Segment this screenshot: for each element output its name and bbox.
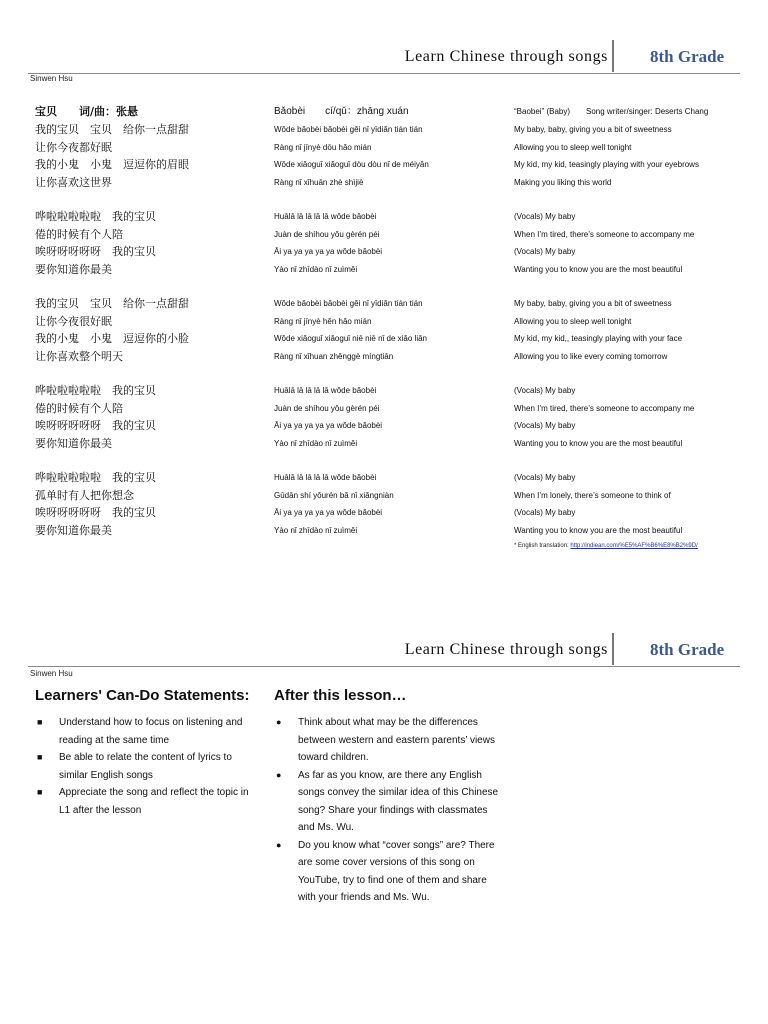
list-item	[35, 749, 260, 784]
list-item-text: Do you know what “cover songs” are? There are some cover versions of this song on YouTube, try to find one of them and share with your friends and Ms. Wu.	[298, 839, 495, 903]
square-bullet-icon: ■	[37, 752, 43, 762]
song-title-pinyin: Bǎobèi cí/qǔ：zhāng xuán	[274, 106, 409, 117]
lyric-line	[0, 487, 768, 505]
author-name: Sinwen Hsu	[30, 669, 73, 678]
lyric-line	[0, 400, 768, 418]
lyric-pinyin: Gūdān shí yǒurén bǎ nǐ xiǎngniàn	[274, 490, 394, 500]
lyric-line	[0, 435, 768, 453]
lyric-pinyin: Wǒde xiǎoguǐ xiǎoguǐ niē niē nǐ de xiǎo liǎn	[274, 334, 427, 343]
lyric-english: Wanting you to know you are the most beautiful	[514, 264, 683, 274]
list-item-text: Appreciate the song and reflect the topic in L1 after the lesson	[59, 787, 249, 816]
list-item	[274, 767, 500, 837]
lyric-chinese: 让你今夜都好眠	[35, 140, 112, 154]
lyric-english: Allowing you to like every coming tomorrow	[514, 351, 668, 361]
lyric-pinyin: Juàn de shíhou yǒu gèrén péi	[274, 229, 380, 239]
after-lesson-list	[274, 714, 500, 907]
lyric-chinese: 我的宝贝 宝贝 给你一点甜甜	[35, 123, 189, 136]
lyric-english: When I’m tired, there’s someone to accompany me	[514, 229, 695, 239]
header-rule	[28, 666, 740, 667]
lyric-pinyin: Ràng nǐ jīnyè hěn hǎo mián	[274, 316, 372, 326]
lyric-line	[0, 330, 768, 348]
translation-link[interactable]: http://indiean.com/%E5%AF%B6%E8%B2%9D/	[570, 543, 698, 549]
dot-bullet-icon: ●	[276, 769, 282, 780]
lyric-line	[0, 382, 768, 400]
list-item	[35, 784, 260, 819]
lyric-line	[0, 121, 768, 139]
lyric-chinese: 让你今夜很好眠	[35, 314, 112, 328]
lyric-english: (Vocals) My baby	[514, 421, 576, 430]
lyric-pinyin: Wǒde bǎobèi bǎobèi gěi nǐ yīdiǎn tián tián	[274, 299, 423, 308]
lyric-line	[0, 417, 768, 435]
lyric-english: My baby, baby, giving you a bit of sweetness	[514, 299, 672, 308]
lyric-line	[0, 226, 768, 244]
author-name: Sinwen Hsu	[30, 74, 73, 83]
lyric-chinese: 我的小鬼 小鬼 逗逗你的眉眼	[35, 158, 189, 171]
lyric-line	[0, 261, 768, 279]
header-title: Learn Chinese through songs	[404, 48, 608, 65]
lyric-chinese: 哗啦啦啦啦啦 我的宝贝	[35, 384, 156, 397]
list-item-text: Understand how to focus on listening and reading at the same time	[59, 717, 243, 746]
dot-bullet-icon: ●	[276, 839, 282, 850]
lyric-chinese: 我的宝贝 宝贝 给你一点甜甜	[35, 297, 189, 310]
lyric-pinyin: Ràng nǐ xǐhuān zhè shìjiè	[274, 177, 364, 187]
lyric-chinese: 我的小鬼 小鬼 逗逗你的小脸	[35, 332, 189, 345]
lyric-pinyin: Wǒde xiǎoguǐ xiǎoguǐ dòu dòu nǐ de méiyǎn	[274, 160, 429, 169]
translation-footnote	[514, 543, 698, 549]
square-bullet-icon: ■	[37, 717, 43, 727]
lyric-pinyin: Āi ya ya ya ya ya wǒde bǎobèi	[274, 247, 383, 256]
lyric-chinese: 倦的时候有个人陪	[35, 227, 123, 241]
lyric-english: When I’m tired, there’s someone to accompany me	[514, 403, 695, 413]
lyric-chinese: 让你喜欢整个明天	[35, 349, 123, 363]
list-item-text: Think about what may be the differences between western and eastern parents’ views toward children.	[298, 717, 495, 763]
lyric-english: Wanting you to know you are the most beautiful	[514, 525, 683, 535]
list-item	[274, 837, 500, 907]
dot-bullet-icon: ●	[276, 717, 282, 727]
after-lesson-heading: After this lesson…	[274, 687, 407, 704]
lyric-line	[0, 348, 768, 366]
lyric-pinyin: Yào nǐ zhīdào nǐ zuìměi	[274, 438, 358, 448]
lyric-english: (Vocals) My baby	[514, 473, 576, 482]
lyric-english: (Vocals) My baby	[514, 386, 576, 395]
lyric-line	[0, 156, 768, 174]
lyric-pinyin: Āi ya ya ya ya ya wǒde bǎobèi	[274, 508, 383, 517]
lyric-chinese: 要你知道你最美	[35, 262, 112, 276]
can-do-heading: Learners' Can-Do Statements:	[35, 687, 250, 704]
lyric-chinese: 倦的时候有个人陪	[35, 401, 123, 415]
lyric-chinese: 唉呀呀呀呀呀 我的宝贝	[35, 245, 156, 258]
lyric-chinese: 哗啦啦啦啦啦 我的宝贝	[35, 210, 156, 223]
lyric-pinyin: Yào nǐ zhīdào nǐ zuìměi	[274, 264, 358, 274]
song-title-english: “Baobei” (Baby) Song writer/singer: Deserts Chang	[514, 107, 709, 116]
lyric-english: My baby, baby, giving you a bit of sweetness	[514, 125, 672, 134]
lyric-english: When I’m lonely, there’s someone to think of	[514, 490, 671, 500]
lyric-pinyin: Ràng nǐ xǐhuan zhěnggè míngtiān	[274, 351, 394, 361]
lyric-chinese: 唉呀呀呀呀呀 我的宝贝	[35, 506, 156, 519]
header-grade: 8th Grade	[650, 47, 725, 66]
lyric-pinyin: Huālā lā lā lā lā wǒde bǎobèi	[274, 473, 377, 482]
lyric-pinyin: Huālā lā lā lā lā wǒde bǎobèi	[274, 212, 377, 221]
lyric-english: My kid, my kid,, teasingly playing with your face	[514, 334, 683, 343]
lyric-pinyin: Yào nǐ zhīdào nǐ zuìměi	[274, 525, 358, 535]
header-grade: 8th Grade	[650, 640, 725, 659]
square-bullet-icon: ■	[37, 787, 43, 797]
lyric-chinese: 哗啦啦啦啦啦 我的宝贝	[35, 471, 156, 484]
lyric-pinyin: Ràng nǐ jīnyè dōu hǎo mián	[274, 142, 372, 152]
lyric-english: My kid, my kid, teasingly playing with your eyebrows	[514, 160, 699, 169]
lyric-english: Making you liking this world	[514, 177, 612, 187]
list-item-text: As far as you know, are there any English songs convey the similar idea of this Chinese song? Share your findings with classmates and Ms. Wu.	[298, 769, 499, 833]
header-divider	[612, 40, 614, 72]
song-heading-row	[0, 103, 768, 121]
lyric-chinese: 要你知道你最美	[35, 523, 112, 537]
lyric-pinyin: Juàn de shíhou yǒu gèrén péi	[274, 403, 380, 413]
lyric-chinese: 孤单时有人把你想念	[35, 488, 134, 502]
can-do-list	[35, 714, 260, 819]
lyric-line	[0, 174, 768, 192]
lyric-line	[0, 243, 768, 261]
footnote-label: * English translation:	[514, 543, 571, 549]
lyric-chinese: 让你喜欢这世界	[35, 175, 112, 189]
lyric-pinyin: Huālā lā lā lā lā wǒde bǎobèi	[274, 386, 377, 395]
lyric-pinyin: Āi ya ya ya ya ya wǒde bǎobèi	[274, 421, 383, 430]
lyric-english: (Vocals) My baby	[514, 247, 576, 256]
header-title: Learn Chinese through songs	[404, 641, 608, 658]
lyric-line	[0, 139, 768, 157]
header-divider	[612, 633, 614, 665]
header-rule	[28, 73, 740, 74]
lyric-pinyin: Wǒde bǎobèi bǎobèi gěi nǐ yīdiǎn tián tián	[274, 125, 423, 134]
list-item	[35, 714, 260, 749]
lyric-english: (Vocals) My baby	[514, 212, 576, 221]
lyric-line	[0, 208, 768, 226]
lyric-line	[0, 313, 768, 331]
lyric-line	[0, 504, 768, 522]
page-header-2	[28, 633, 740, 665]
lyric-line	[0, 295, 768, 313]
lyric-english: Allowing you to sleep well tonight	[514, 316, 632, 326]
page-header	[28, 40, 740, 72]
lyric-chinese: 唉呀呀呀呀呀 我的宝贝	[35, 419, 156, 432]
lyric-line	[0, 469, 768, 487]
list-item	[274, 714, 500, 767]
list-item-text: Be able to relate the content of lyrics to similar English songs	[59, 752, 232, 781]
lyric-english: (Vocals) My baby	[514, 508, 576, 517]
lyric-english: Wanting you to know you are the most beautiful	[514, 438, 683, 448]
lyric-english: Allowing you to sleep well tonight	[514, 142, 632, 152]
song-title-chinese: 宝贝 词/曲：张悬	[35, 105, 139, 118]
lyric-chinese: 要你知道你最美	[35, 436, 112, 450]
lyric-line	[0, 522, 768, 540]
